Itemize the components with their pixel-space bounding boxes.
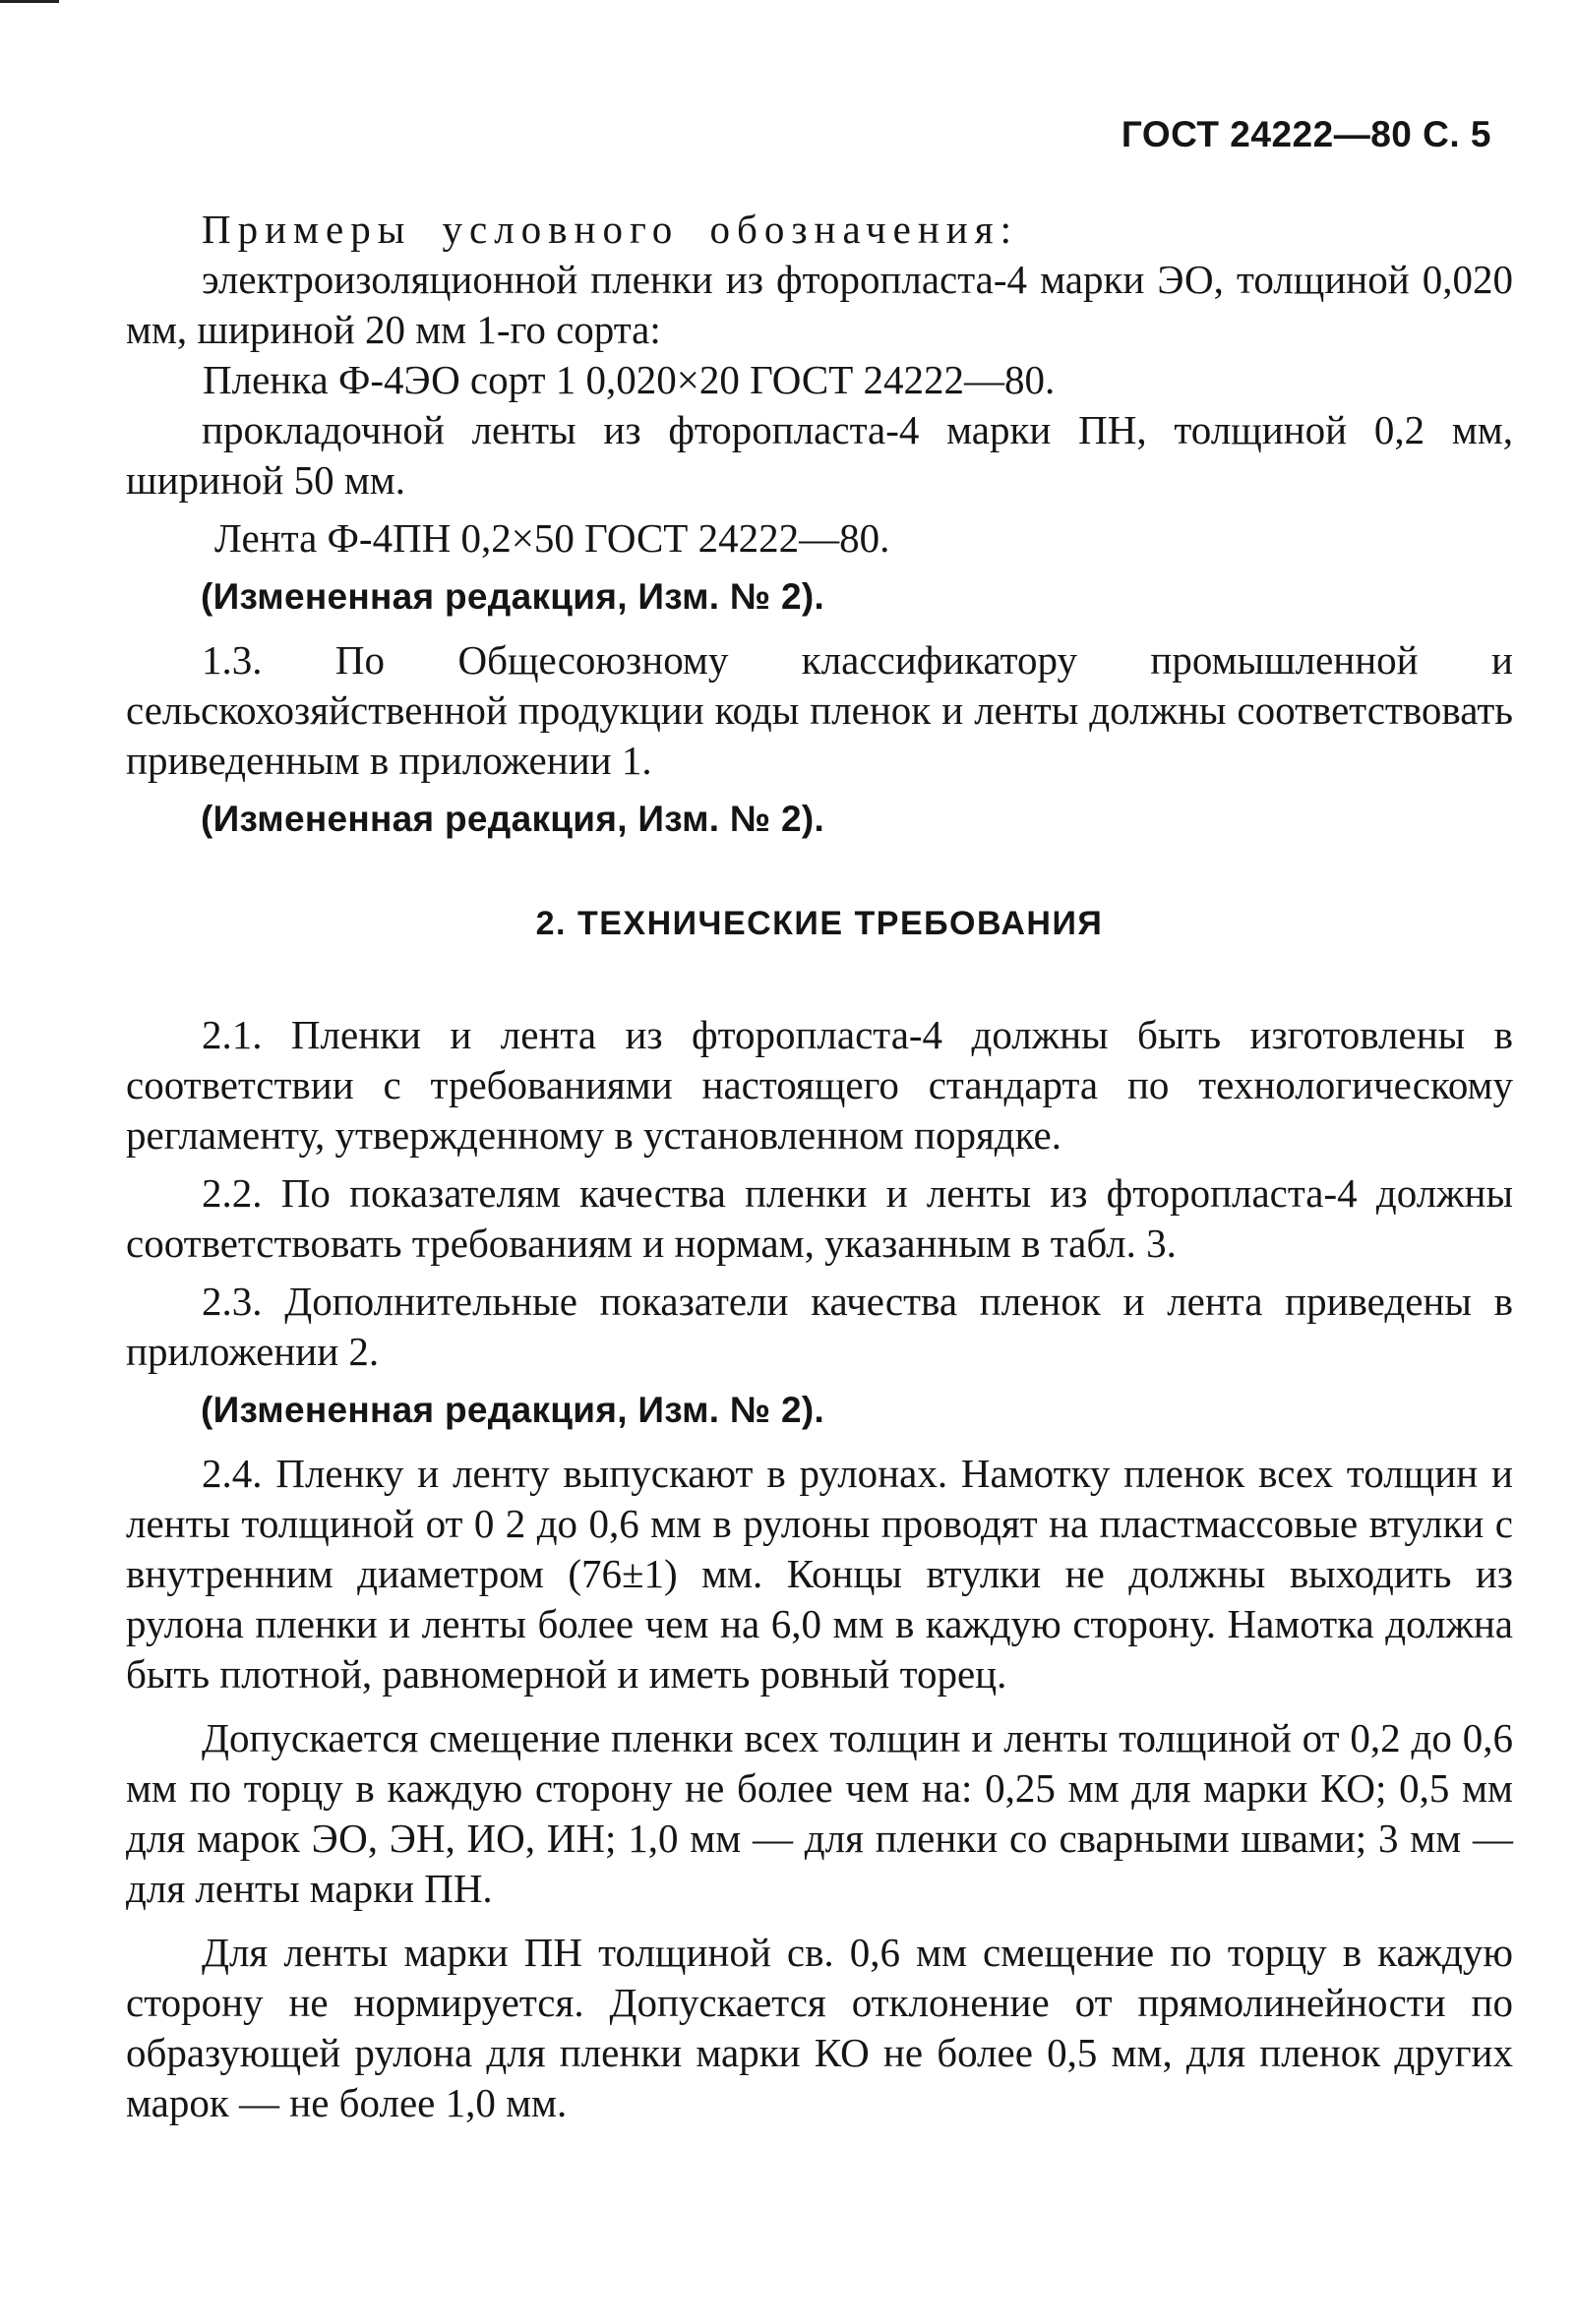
page-header: ГОСТ 24222—80 С. 5 — [1121, 114, 1491, 154]
examples-heading: Примеры условного обозначения: — [202, 207, 1018, 252]
paragraph-offset-tolerance: Допускается смещение пленки всех толщин и ленты толщиной от 0,2 до 0,6 мм по торцу в каждую сторону не более чем на: 0,25 мм для марки КО; 0,5 мм для марок ЭО, ЭН, ИО, ИН; 1,0 мм — для пленки со сварными швами; 3 мм — для ленты марки ПН. — [126, 1715, 1513, 1911]
paragraph-pn-tape: Для ленты марки ПН толщиной св. 0,6 мм смещение по торцу в каждую сторону не нормируется. Допускается отклонение от прямолинейности по образующей рулона для пленки марки КО не более 0,5 мм, для пленок других марок — не более 1,0 мм. — [126, 1930, 1513, 2125]
clause-2-4: 2.4. Пленку и ленту выпускают в рулонах. Намотку пленок всех толщин и ленты толщиной от 0 2 до 0,6 мм в рулоны проводят на пластмассовые втулки с внутренним диаметром (76±1) мм. Концы втулки не должны выходить из рулона пленки и ленты более чем на 6,0 мм в каждую сторону. Намотка должна быть плотной, равномерной и иметь ровный торец. — [126, 1451, 1513, 1697]
example-tape-designation: Лента Ф-4ПН 0,2×50 ГОСТ 24222—80. — [214, 515, 890, 561]
section-title: 2. ТЕХНИЧЕСКИЕ ТРЕБОВАНИЯ — [535, 905, 1104, 942]
page-body — [126, 205, 1513, 2128]
example-film-designation: Пленка Ф-4ЭО сорт 1 0,020×20 ГОСТ 24222—80. — [203, 357, 1056, 402]
clause-1-3: 1.3. По Общесоюзному классификатору промышленной и сельскохозяйственной продукции коды пленок и ленты должны соответствовать приведенным в приложении 1. — [126, 637, 1513, 783]
clause-2-3: 2.3. Дополнительные показатели качества пленок и лента приведены в приложении 2. — [126, 1279, 1513, 1374]
amendment-note: (Измененная редакция, Изм. № 2). — [201, 799, 825, 839]
example-tape-description: прокладочной ленты из фторопласта-4 марки ПН, толщиной 0,2 мм, шириной 50 мм. — [126, 407, 1513, 503]
corner-rule — [0, 0, 59, 3]
example-film-description: электроизоляционной пленки из фторопласта-4 марки ЭО, толщиной 0,020 мм, шириной 20 мм 1-го сорта: — [126, 257, 1513, 352]
clause-2-2: 2.2. По показателям качества пленки и ленты из фторопласта-4 должны соответствовать требованиям и нормам, указанным в табл. 3. — [126, 1170, 1513, 1266]
amendment-note: (Измененная редакция, Изм. № 2). — [201, 576, 825, 617]
clause-2-1: 2.1. Пленки и лента из фторопласта-4 должны быть изготовлены в соответствии с требованиями настоящего стандарта по технологическому регламенту, утвержденному в установленном порядке. — [126, 1012, 1513, 1158]
amendment-note: (Измененная редакция, Изм. № 2). — [201, 1390, 825, 1430]
